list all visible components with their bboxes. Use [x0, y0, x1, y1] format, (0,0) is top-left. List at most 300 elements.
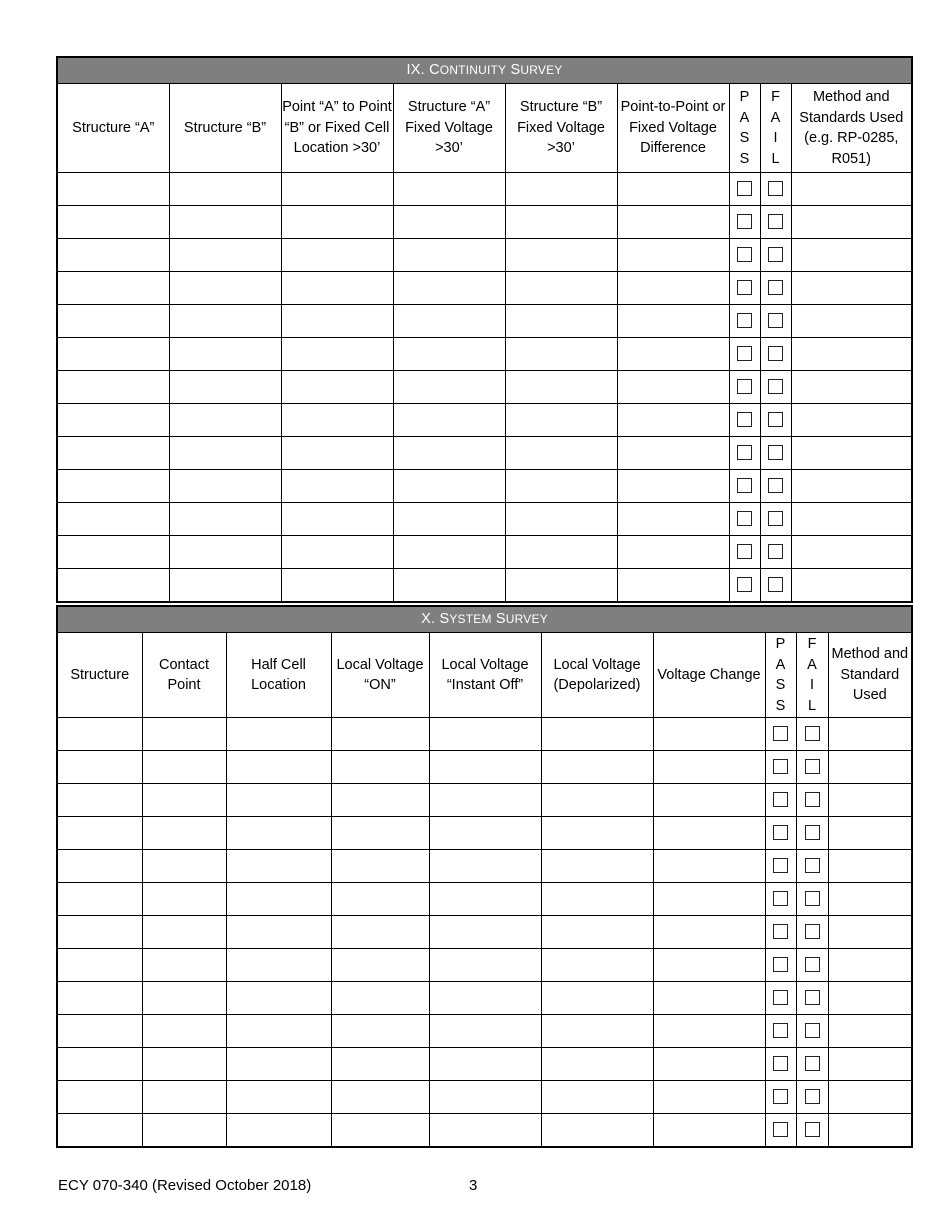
entry-cell[interactable] [393, 569, 505, 603]
entry-cell[interactable] [226, 1048, 331, 1081]
entry-cell[interactable] [393, 305, 505, 338]
column-header: Point-to-Point or Fixed Voltage Difference [617, 84, 729, 173]
entry-cell[interactable] [429, 916, 541, 949]
entry-cell[interactable] [617, 173, 729, 206]
entry-cell[interactable] [226, 718, 331, 751]
entry-cell[interactable] [541, 1048, 653, 1081]
entry-cell[interactable] [281, 206, 393, 239]
method-entry-cell[interactable] [828, 718, 912, 751]
entry-cell[interactable] [653, 883, 765, 916]
fail-checkbox[interactable] [805, 759, 820, 774]
table-row [57, 338, 912, 371]
entry-cell[interactable] [57, 1015, 142, 1048]
entry-cell[interactable] [142, 949, 226, 982]
entry-cell[interactable] [541, 784, 653, 817]
fail-checkbox[interactable] [805, 792, 820, 807]
entry-cell[interactable] [142, 1015, 226, 1048]
fail-checkbox[interactable] [768, 379, 783, 394]
system-rows [57, 718, 912, 1148]
entry-cell[interactable] [653, 718, 765, 751]
entry-cell[interactable] [57, 371, 169, 404]
fail-checkbox[interactable] [768, 544, 783, 559]
entry-cell[interactable] [393, 503, 505, 536]
pass-cell [729, 272, 760, 305]
entry-cell[interactable] [331, 949, 429, 982]
entry-cell[interactable] [169, 206, 281, 239]
table-row [57, 949, 912, 982]
pass-checkbox[interactable] [737, 379, 752, 394]
entry-cell[interactable] [226, 916, 331, 949]
entry-cell[interactable] [653, 850, 765, 883]
fail-checkbox[interactable] [768, 346, 783, 361]
pass-checkbox[interactable] [737, 280, 752, 295]
entry-cell[interactable] [281, 503, 393, 536]
entry-cell[interactable] [142, 817, 226, 850]
entry-cell[interactable] [617, 470, 729, 503]
entry-cell[interactable] [429, 784, 541, 817]
fail-checkbox[interactable] [768, 412, 783, 427]
entry-cell[interactable] [393, 206, 505, 239]
entry-cell[interactable] [331, 883, 429, 916]
pass-checkbox[interactable] [773, 891, 788, 906]
fail-checkbox[interactable] [805, 858, 820, 873]
entry-cell[interactable] [226, 949, 331, 982]
method-entry-cell[interactable] [828, 751, 912, 784]
entry-cell[interactable] [541, 718, 653, 751]
fail-column-header: F A I L [796, 633, 828, 718]
entry-cell[interactable] [331, 916, 429, 949]
method-entry-cell[interactable] [791, 404, 912, 437]
pass-checkbox[interactable] [773, 858, 788, 873]
table-row [57, 1114, 912, 1148]
entry-cell[interactable] [57, 1114, 142, 1148]
entry-cell[interactable] [393, 371, 505, 404]
entry-cell[interactable] [281, 272, 393, 305]
entry-cell[interactable] [226, 1015, 331, 1048]
pass-checkbox[interactable] [737, 181, 752, 196]
table-row [57, 784, 912, 817]
method-entry-cell[interactable] [828, 784, 912, 817]
entry-cell[interactable] [331, 1048, 429, 1081]
entry-cell[interactable] [653, 1015, 765, 1048]
pass-checkbox[interactable] [773, 924, 788, 939]
entry-cell[interactable] [57, 239, 169, 272]
entry-cell[interactable] [505, 239, 617, 272]
pass-cell [765, 850, 796, 883]
entry-cell[interactable] [653, 1081, 765, 1114]
entry-cell[interactable] [429, 1114, 541, 1148]
entry-cell[interactable] [617, 206, 729, 239]
entry-cell[interactable] [57, 850, 142, 883]
entry-cell[interactable] [142, 883, 226, 916]
entry-cell[interactable] [617, 305, 729, 338]
entry-cell[interactable] [142, 1048, 226, 1081]
entry-cell[interactable] [617, 272, 729, 305]
pass-checkbox[interactable] [773, 825, 788, 840]
fail-checkbox[interactable] [805, 924, 820, 939]
entry-cell[interactable] [429, 751, 541, 784]
entry-cell[interactable] [226, 751, 331, 784]
method-entry-cell[interactable] [791, 338, 912, 371]
entry-cell[interactable] [331, 751, 429, 784]
entry-cell[interactable] [429, 1048, 541, 1081]
pass-cell [729, 239, 760, 272]
entry-cell[interactable] [57, 784, 142, 817]
fail-checkbox[interactable] [805, 891, 820, 906]
entry-cell[interactable] [57, 949, 142, 982]
entry-cell[interactable] [541, 982, 653, 1015]
fail-checkbox[interactable] [768, 577, 783, 592]
method-entry-cell[interactable] [828, 949, 912, 982]
entry-cell[interactable] [331, 817, 429, 850]
method-entry-cell[interactable] [828, 916, 912, 949]
pass-checkbox[interactable] [737, 478, 752, 493]
fail-cell [760, 569, 791, 603]
entry-cell[interactable] [393, 536, 505, 569]
entry-cell[interactable] [281, 371, 393, 404]
entry-cell[interactable] [57, 817, 142, 850]
entry-cell[interactable] [57, 982, 142, 1015]
pass-checkbox[interactable] [773, 1122, 788, 1137]
entry-cell[interactable] [617, 437, 729, 470]
method-entry-cell[interactable] [791, 272, 912, 305]
entry-cell[interactable] [505, 437, 617, 470]
entry-cell[interactable] [57, 338, 169, 371]
entry-cell[interactable] [617, 569, 729, 603]
method-entry-cell[interactable] [791, 239, 912, 272]
pass-checkbox[interactable] [737, 346, 752, 361]
fail-checkbox[interactable] [768, 511, 783, 526]
entry-cell[interactable] [653, 817, 765, 850]
pass-checkbox[interactable] [737, 214, 752, 229]
fail-cell [796, 1048, 828, 1081]
table-row [57, 982, 912, 1015]
entry-cell[interactable] [226, 1114, 331, 1148]
fail-cell [796, 850, 828, 883]
fail-checkbox[interactable] [768, 445, 783, 460]
entry-cell[interactable] [57, 569, 169, 603]
pass-cell [765, 1081, 796, 1114]
pass-checkbox[interactable] [737, 577, 752, 592]
method-entry-cell[interactable] [791, 470, 912, 503]
pass-checkbox[interactable] [773, 990, 788, 1005]
form-id: ECY 070-340 (Revised October 2018) [58, 1177, 312, 1194]
fail-cell [760, 503, 791, 536]
entry-cell[interactable] [331, 1015, 429, 1048]
method-entry-cell[interactable] [791, 536, 912, 569]
pass-cell [765, 817, 796, 850]
entry-cell[interactable] [281, 173, 393, 206]
entry-cell[interactable] [226, 883, 331, 916]
entry-cell[interactable] [617, 404, 729, 437]
entry-cell[interactable] [169, 305, 281, 338]
entry-cell[interactable] [541, 1114, 653, 1148]
fail-cell [796, 817, 828, 850]
continuity-rows [57, 173, 912, 603]
entry-cell[interactable] [429, 817, 541, 850]
table-row [57, 272, 912, 305]
entry-cell[interactable] [393, 437, 505, 470]
method-entry-cell[interactable] [791, 371, 912, 404]
entry-cell[interactable] [57, 470, 169, 503]
entry-cell[interactable] [393, 272, 505, 305]
entry-cell[interactable] [142, 1081, 226, 1114]
entry-cell[interactable] [142, 916, 226, 949]
table-row [57, 239, 912, 272]
fail-checkbox[interactable] [805, 957, 820, 972]
entry-cell[interactable] [281, 305, 393, 338]
entry-cell[interactable] [142, 784, 226, 817]
pass-checkbox[interactable] [737, 247, 752, 262]
fail-cell [796, 751, 828, 784]
fail-checkbox[interactable] [768, 280, 783, 295]
entry-cell[interactable] [653, 949, 765, 982]
pass-cell [729, 569, 760, 603]
entry-cell[interactable] [541, 916, 653, 949]
entry-cell[interactable] [429, 883, 541, 916]
entry-cell[interactable] [617, 503, 729, 536]
entry-cell[interactable] [429, 1081, 541, 1114]
entry-cell[interactable] [653, 1114, 765, 1148]
entry-cell[interactable] [281, 404, 393, 437]
fail-checkbox[interactable] [768, 181, 783, 196]
entry-cell[interactable] [169, 371, 281, 404]
fail-checkbox[interactable] [805, 990, 820, 1005]
method-entry-cell[interactable] [791, 503, 912, 536]
entry-cell[interactable] [617, 371, 729, 404]
pass-checkbox[interactable] [737, 544, 752, 559]
table-row [57, 751, 912, 784]
method-entry-cell[interactable] [828, 1015, 912, 1048]
method-entry-cell[interactable] [828, 883, 912, 916]
table-row [57, 850, 912, 883]
column-header: Structure “A” [57, 84, 169, 173]
method-entry-cell[interactable] [828, 1114, 912, 1148]
entry-cell[interactable] [505, 470, 617, 503]
entry-cell[interactable] [169, 404, 281, 437]
entry-cell[interactable] [226, 817, 331, 850]
fail-checkbox[interactable] [768, 478, 783, 493]
entry-cell[interactable] [617, 239, 729, 272]
entry-cell[interactable] [331, 718, 429, 751]
fail-cell [760, 470, 791, 503]
fail-cell [760, 173, 791, 206]
entry-cell[interactable] [281, 338, 393, 371]
entry-cell[interactable] [505, 569, 617, 603]
entry-cell[interactable] [169, 437, 281, 470]
entry-cell[interactable] [505, 272, 617, 305]
entry-cell[interactable] [505, 338, 617, 371]
entry-cell[interactable] [617, 536, 729, 569]
pass-checkbox[interactable] [773, 1089, 788, 1104]
table-row [57, 503, 912, 536]
entry-cell[interactable] [142, 850, 226, 883]
entry-cell[interactable] [169, 470, 281, 503]
entry-cell[interactable] [142, 982, 226, 1015]
method-entry-cell[interactable] [828, 817, 912, 850]
fail-checkbox[interactable] [768, 247, 783, 262]
pass-checkbox[interactable] [773, 759, 788, 774]
fail-cell [760, 404, 791, 437]
fail-cell [796, 949, 828, 982]
fail-checkbox[interactable] [805, 825, 820, 840]
fail-checkbox[interactable] [768, 214, 783, 229]
entry-cell[interactable] [393, 404, 505, 437]
entry-cell[interactable] [331, 1081, 429, 1114]
entry-cell[interactable] [169, 239, 281, 272]
table-row [57, 1015, 912, 1048]
entry-cell[interactable] [617, 338, 729, 371]
entry-cell[interactable] [57, 536, 169, 569]
method-entry-cell[interactable] [791, 305, 912, 338]
entry-cell[interactable] [281, 239, 393, 272]
entry-cell[interactable] [541, 751, 653, 784]
entry-cell[interactable] [142, 1114, 226, 1148]
pass-checkbox[interactable] [773, 957, 788, 972]
entry-cell[interactable] [57, 1048, 142, 1081]
entry-cell[interactable] [393, 239, 505, 272]
pass-checkbox[interactable] [773, 1023, 788, 1038]
entry-cell[interactable] [505, 503, 617, 536]
entry-cell[interactable] [505, 536, 617, 569]
table-row [57, 1048, 912, 1081]
pass-cell [765, 949, 796, 982]
fail-checkbox[interactable] [805, 1023, 820, 1038]
entry-cell[interactable] [541, 949, 653, 982]
entry-cell[interactable] [505, 173, 617, 206]
entry-cell[interactable] [169, 272, 281, 305]
entry-cell[interactable] [57, 305, 169, 338]
entry-cell[interactable] [57, 206, 169, 239]
entry-cell[interactable] [331, 784, 429, 817]
entry-cell[interactable] [57, 404, 169, 437]
entry-cell[interactable] [429, 850, 541, 883]
pass-checkbox[interactable] [773, 726, 788, 741]
table-row [57, 173, 912, 206]
method-entry-cell[interactable] [791, 569, 912, 603]
entry-cell[interactable] [57, 1081, 142, 1114]
continuity-section-title: IX. CONTINUITY SURVEY [57, 57, 912, 84]
entry-cell[interactable] [653, 916, 765, 949]
entry-cell[interactable] [505, 404, 617, 437]
entry-cell[interactable] [653, 982, 765, 1015]
entry-cell[interactable] [57, 751, 142, 784]
entry-cell[interactable] [429, 982, 541, 1015]
entry-cell[interactable] [281, 470, 393, 503]
pass-checkbox[interactable] [737, 445, 752, 460]
entry-cell[interactable] [505, 206, 617, 239]
pass-checkbox[interactable] [737, 511, 752, 526]
entry-cell[interactable] [169, 503, 281, 536]
entry-cell[interactable] [57, 503, 169, 536]
entry-cell[interactable] [505, 305, 617, 338]
entry-cell[interactable] [57, 718, 142, 751]
entry-cell[interactable] [169, 338, 281, 371]
page-number: 3 [469, 1177, 478, 1194]
entry-cell[interactable] [393, 338, 505, 371]
entry-cell[interactable] [653, 1048, 765, 1081]
entry-cell[interactable] [393, 470, 505, 503]
pass-cell [729, 305, 760, 338]
pass-checkbox[interactable] [737, 313, 752, 328]
entry-cell[interactable] [142, 718, 226, 751]
entry-cell[interactable] [57, 173, 169, 206]
fail-checkbox[interactable] [805, 1122, 820, 1137]
method-entry-cell[interactable] [828, 850, 912, 883]
entry-cell[interactable] [57, 437, 169, 470]
column-header: Contact Point [142, 633, 226, 718]
entry-cell[interactable] [541, 850, 653, 883]
entry-cell[interactable] [226, 850, 331, 883]
entry-cell[interactable] [169, 536, 281, 569]
fail-checkbox[interactable] [805, 1056, 820, 1071]
entry-cell[interactable] [331, 982, 429, 1015]
pass-cell [729, 371, 760, 404]
entry-cell[interactable] [541, 1081, 653, 1114]
entry-cell[interactable] [57, 883, 142, 916]
entry-cell[interactable] [169, 569, 281, 603]
method-entry-cell[interactable] [791, 173, 912, 206]
entry-cell[interactable] [331, 850, 429, 883]
fail-checkbox[interactable] [805, 1089, 820, 1104]
entry-cell[interactable] [281, 437, 393, 470]
fail-cell [760, 437, 791, 470]
entry-cell[interactable] [281, 569, 393, 603]
entry-cell[interactable] [142, 751, 226, 784]
entry-cell[interactable] [429, 949, 541, 982]
table-row [57, 470, 912, 503]
entry-cell[interactable] [541, 817, 653, 850]
pass-column-header: P A S S [729, 84, 760, 173]
method-entry-cell[interactable] [828, 1048, 912, 1081]
pass-checkbox[interactable] [773, 792, 788, 807]
fail-checkbox[interactable] [768, 313, 783, 328]
entry-cell[interactable] [653, 751, 765, 784]
fail-cell [796, 916, 828, 949]
entry-cell[interactable] [57, 916, 142, 949]
method-entry-cell[interactable] [828, 1081, 912, 1114]
entry-cell[interactable] [226, 982, 331, 1015]
entry-cell[interactable] [541, 883, 653, 916]
entry-cell[interactable] [281, 536, 393, 569]
method-entry-cell[interactable] [791, 437, 912, 470]
method-entry-cell[interactable] [791, 206, 912, 239]
pass-checkbox[interactable] [737, 412, 752, 427]
method-entry-cell[interactable] [828, 982, 912, 1015]
entry-cell[interactable] [505, 371, 617, 404]
table-row [57, 1081, 912, 1114]
entry-cell[interactable] [429, 718, 541, 751]
fail-checkbox[interactable] [805, 726, 820, 741]
column-header: Structure [57, 633, 142, 718]
entry-cell[interactable] [429, 1015, 541, 1048]
entry-cell[interactable] [226, 1081, 331, 1114]
entry-cell[interactable] [653, 784, 765, 817]
entry-cell[interactable] [331, 1114, 429, 1148]
entry-cell[interactable] [169, 173, 281, 206]
entry-cell[interactable] [541, 1015, 653, 1048]
column-header: Voltage Change [653, 633, 765, 718]
pass-checkbox[interactable] [773, 1056, 788, 1071]
pass-cell [765, 1048, 796, 1081]
entry-cell[interactable] [393, 173, 505, 206]
fail-cell [796, 883, 828, 916]
entry-cell[interactable] [226, 784, 331, 817]
table-row [57, 437, 912, 470]
column-header: Local Voltage “ON” [331, 633, 429, 718]
pass-column-header: P A S S [765, 633, 796, 718]
entry-cell[interactable] [57, 272, 169, 305]
